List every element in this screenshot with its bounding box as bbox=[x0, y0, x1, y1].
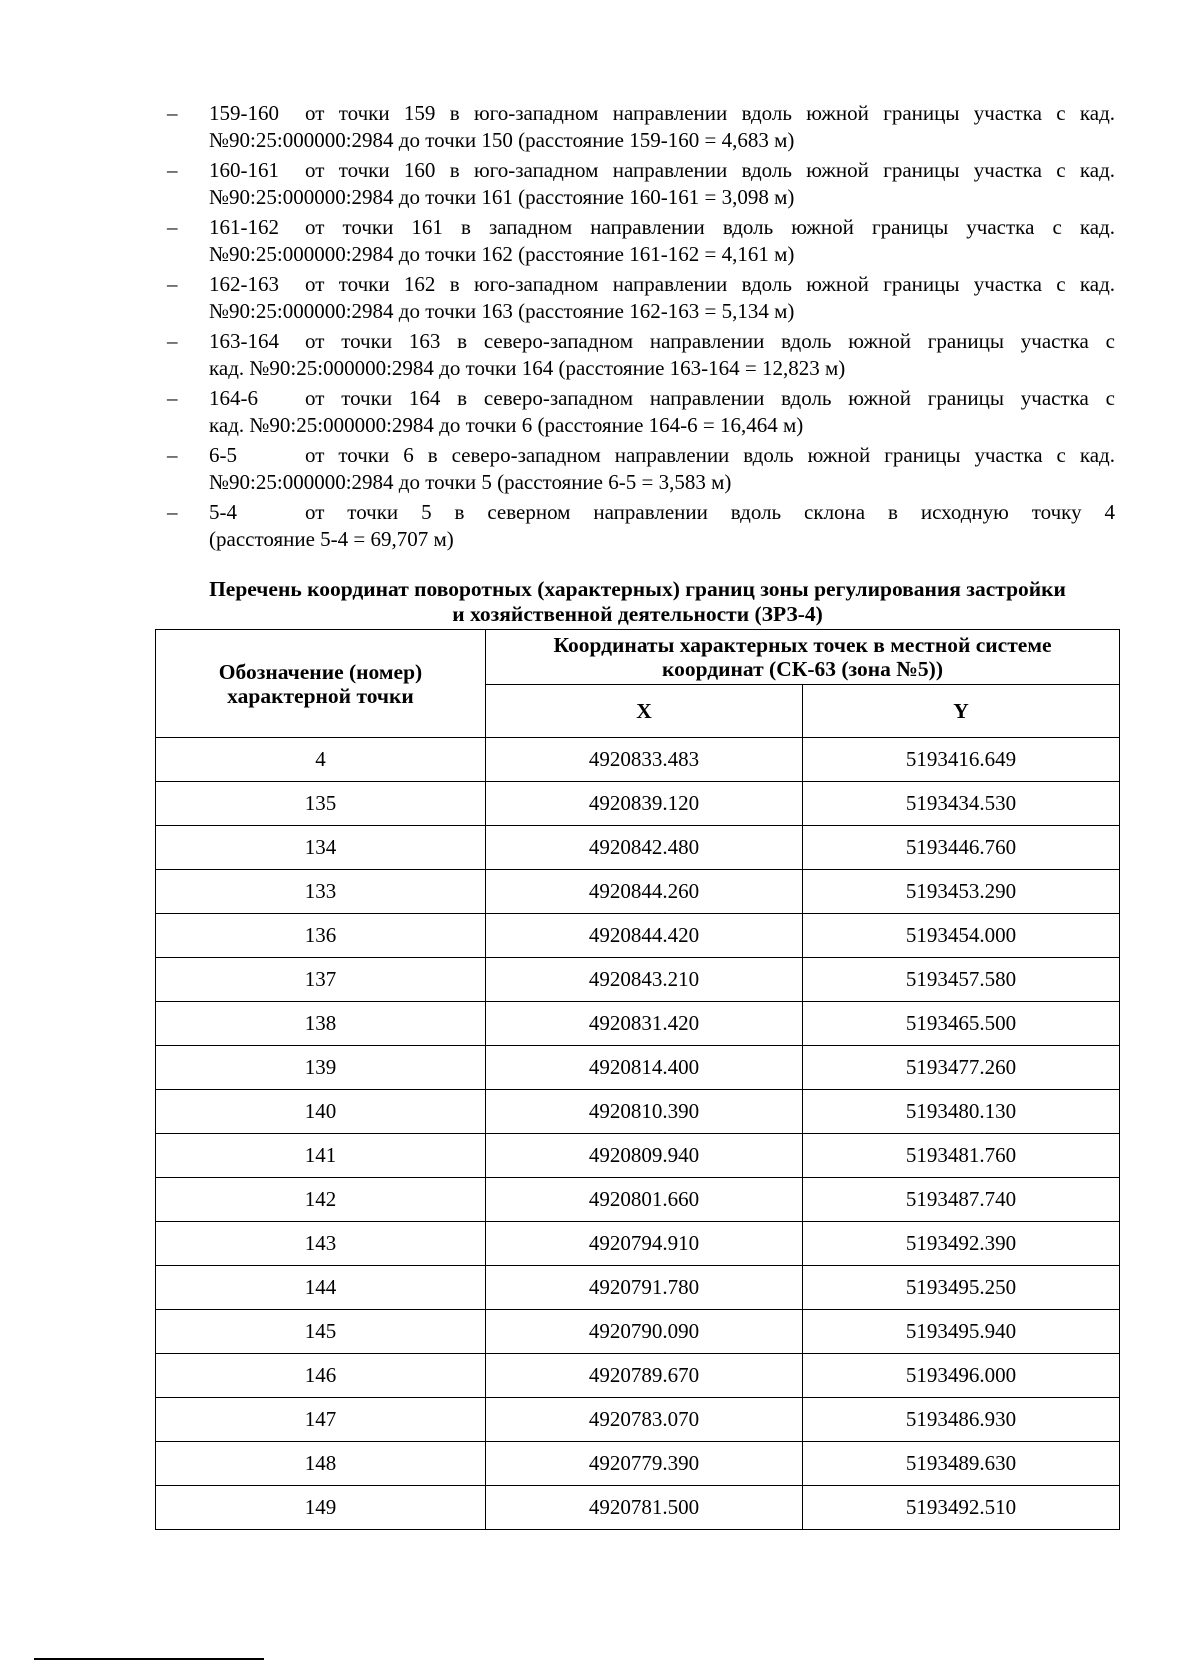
point-cell: 134 bbox=[156, 826, 486, 870]
segment-description-cont: кад. №90:25:000000:2984 до точки 6 (расстояние 164-6 = 16,464 м) bbox=[209, 413, 804, 437]
segment-description-cont: №90:25:000000:2984 до точки 5 (расстояние 6-5 = 3,583 м) bbox=[209, 470, 732, 494]
coordinates-table bbox=[155, 629, 1120, 1530]
y-cell: 5193481.760 bbox=[802, 1134, 1119, 1178]
y-cell: 5193487.740 bbox=[802, 1178, 1119, 1222]
table-row bbox=[156, 1486, 1120, 1530]
table-row bbox=[156, 1046, 1120, 1090]
boundary-item bbox=[165, 385, 1115, 439]
table-row bbox=[156, 826, 1120, 870]
header-text: координат (СК-63 (зона №5)) bbox=[662, 657, 943, 681]
segment-code: 6-5 bbox=[209, 443, 237, 467]
segment-description-cont: №90:25:000000:2984 до точки 161 (расстояние 160-161 = 3,098 м) bbox=[209, 185, 795, 209]
point-label-header bbox=[156, 630, 486, 738]
segment-description: от точки 159 в юго-западном направлении вдоль южной границы участка с кад. bbox=[305, 101, 1115, 125]
y-cell: 5193457.580 bbox=[802, 958, 1119, 1002]
table-row bbox=[156, 1222, 1120, 1266]
segment-description: от точки 161 в западном направлении вдоль южной границы участка с кад. bbox=[305, 215, 1115, 239]
x-cell: 4920839.120 bbox=[486, 782, 803, 826]
point-cell: 133 bbox=[156, 870, 486, 914]
boundary-item bbox=[165, 157, 1115, 211]
table-row bbox=[156, 1090, 1120, 1134]
list-dash: – bbox=[167, 272, 178, 296]
x-cell: 4920783.070 bbox=[486, 1398, 803, 1442]
list-dash: – bbox=[167, 215, 178, 239]
point-cell: 137 bbox=[156, 958, 486, 1002]
point-cell: 136 bbox=[156, 914, 486, 958]
y-cell: 5193434.530 bbox=[802, 782, 1119, 826]
point-cell: 147 bbox=[156, 1398, 486, 1442]
boundary-item bbox=[165, 499, 1115, 553]
table-row bbox=[156, 1178, 1120, 1222]
y-cell: 5193454.000 bbox=[802, 914, 1119, 958]
list-dash: – bbox=[167, 101, 178, 125]
x-cell: 4920790.090 bbox=[486, 1310, 803, 1354]
point-cell: 145 bbox=[156, 1310, 486, 1354]
y-cell: 5193492.510 bbox=[802, 1486, 1119, 1530]
table-row bbox=[156, 870, 1120, 914]
y-cell: 5193446.760 bbox=[802, 826, 1119, 870]
x-cell: 4920781.500 bbox=[486, 1486, 803, 1530]
header-text: Координаты характерных точек в местной системе bbox=[553, 633, 1052, 657]
x-cell: 4920831.420 bbox=[486, 1002, 803, 1046]
x-cell: 4920814.400 bbox=[486, 1046, 803, 1090]
point-cell: 4 bbox=[156, 738, 486, 782]
list-dash: – bbox=[167, 386, 178, 410]
coordinates-group-header bbox=[486, 630, 1120, 685]
segment-code: 164-6 bbox=[209, 386, 258, 410]
table-row bbox=[156, 782, 1120, 826]
header-text: Обозначение (номер) bbox=[218, 659, 423, 684]
segment-description: от точки 162 в юго-западном направлении вдоль южной границы участка с кад. bbox=[305, 272, 1115, 296]
y-cell: 5193492.390 bbox=[802, 1222, 1119, 1266]
x-cell: 4920779.390 bbox=[486, 1442, 803, 1486]
segment-code: 5-4 bbox=[209, 500, 237, 524]
point-cell: 139 bbox=[156, 1046, 486, 1090]
x-header: X bbox=[486, 685, 803, 738]
segment-description-cont: (расстояние 5-4 = 69,707 м) bbox=[209, 527, 454, 551]
y-cell: 5193496.000 bbox=[802, 1354, 1119, 1398]
boundary-description-list bbox=[165, 100, 1115, 556]
x-cell: 4920789.670 bbox=[486, 1354, 803, 1398]
table-row bbox=[156, 914, 1120, 958]
list-dash: – bbox=[167, 500, 178, 524]
list-dash: – bbox=[167, 443, 178, 467]
x-cell: 4920842.480 bbox=[486, 826, 803, 870]
x-cell: 4920844.420 bbox=[486, 914, 803, 958]
segment-description: от точки 164 в северо-западном направлении вдоль южной границы участка с bbox=[305, 386, 1115, 410]
y-cell: 5193495.250 bbox=[802, 1266, 1119, 1310]
y-cell: 5193486.930 bbox=[802, 1398, 1119, 1442]
segment-code: 162-163 bbox=[209, 272, 279, 296]
x-cell: 4920843.210 bbox=[486, 958, 803, 1002]
x-cell: 4920833.483 bbox=[486, 738, 803, 782]
y-cell: 5193477.260 bbox=[802, 1046, 1119, 1090]
table-row bbox=[156, 1002, 1120, 1046]
segment-code: 159-160 bbox=[209, 101, 279, 125]
segment-description: от точки 6 в северо-западном направлении вдоль южной границы участка с кад. bbox=[305, 443, 1115, 467]
segment-description-cont: №90:25:000000:2984 до точки 150 (расстояние 159-160 = 4,683 м) bbox=[209, 128, 795, 152]
table-title bbox=[155, 577, 1120, 627]
point-cell: 141 bbox=[156, 1134, 486, 1178]
point-cell: 148 bbox=[156, 1442, 486, 1486]
x-cell: 4920810.390 bbox=[486, 1090, 803, 1134]
segment-description: от точки 163 в северо-западном направлении вдоль южной границы участка с bbox=[305, 329, 1115, 353]
list-dash: – bbox=[167, 329, 178, 353]
segment-description-cont: №90:25:000000:2984 до точки 163 (расстояние 162-163 = 5,134 м) bbox=[209, 299, 795, 323]
header-text: характерной точки bbox=[227, 683, 414, 708]
boundary-item bbox=[165, 100, 1115, 154]
y-cell: 5193495.940 bbox=[802, 1310, 1119, 1354]
table-title-line: и хозяйственной деятельности (ЗРЗ-4) bbox=[452, 602, 823, 626]
segment-code: 160-161 bbox=[209, 158, 279, 182]
table-title-line: Перечень координат поворотных (характерных) границ зоны регулирования застройки bbox=[209, 577, 1066, 601]
point-cell: 143 bbox=[156, 1222, 486, 1266]
x-cell: 4920801.660 bbox=[486, 1178, 803, 1222]
point-cell: 138 bbox=[156, 1002, 486, 1046]
y-cell: 5193465.500 bbox=[802, 1002, 1119, 1046]
segment-code: 161-162 bbox=[209, 215, 279, 239]
boundary-item bbox=[165, 271, 1115, 325]
table-row bbox=[156, 1442, 1120, 1486]
point-cell: 142 bbox=[156, 1178, 486, 1222]
table-row bbox=[156, 1266, 1120, 1310]
table-row bbox=[156, 1398, 1120, 1442]
y-cell: 5193453.290 bbox=[802, 870, 1119, 914]
segment-description-cont: кад. №90:25:000000:2984 до точки 164 (расстояние 163-164 = 12,823 м) bbox=[209, 356, 846, 380]
segment-code: 163-164 bbox=[209, 329, 279, 353]
x-cell: 4920809.940 bbox=[486, 1134, 803, 1178]
footnote-separator bbox=[34, 1658, 264, 1660]
table-row bbox=[156, 738, 1120, 782]
x-cell: 4920844.260 bbox=[486, 870, 803, 914]
point-cell: 144 bbox=[156, 1266, 486, 1310]
table-row bbox=[156, 1310, 1120, 1354]
y-header: Y bbox=[802, 685, 1119, 738]
segment-description-cont: №90:25:000000:2984 до точки 162 (расстояние 161-162 = 4,161 м) bbox=[209, 242, 795, 266]
x-cell: 4920791.780 bbox=[486, 1266, 803, 1310]
point-cell: 149 bbox=[156, 1486, 486, 1530]
point-cell: 140 bbox=[156, 1090, 486, 1134]
table-row bbox=[156, 1354, 1120, 1398]
x-cell: 4920794.910 bbox=[486, 1222, 803, 1266]
y-cell: 5193480.130 bbox=[802, 1090, 1119, 1134]
boundary-item bbox=[165, 442, 1115, 496]
segment-description: от точки 5 в северном направлении вдоль склона в исходную точку 4 bbox=[305, 500, 1115, 524]
boundary-item bbox=[165, 328, 1115, 382]
table-row bbox=[156, 1134, 1120, 1178]
point-cell: 135 bbox=[156, 782, 486, 826]
list-dash: – bbox=[167, 158, 178, 182]
y-cell: 5193416.649 bbox=[802, 738, 1119, 782]
y-cell: 5193489.630 bbox=[802, 1442, 1119, 1486]
table-row bbox=[156, 958, 1120, 1002]
point-cell: 146 bbox=[156, 1354, 486, 1398]
table-body bbox=[156, 738, 1120, 1530]
boundary-item bbox=[165, 214, 1115, 268]
segment-description: от точки 160 в юго-западном направлении вдоль южной границы участка с кад. bbox=[305, 158, 1115, 182]
